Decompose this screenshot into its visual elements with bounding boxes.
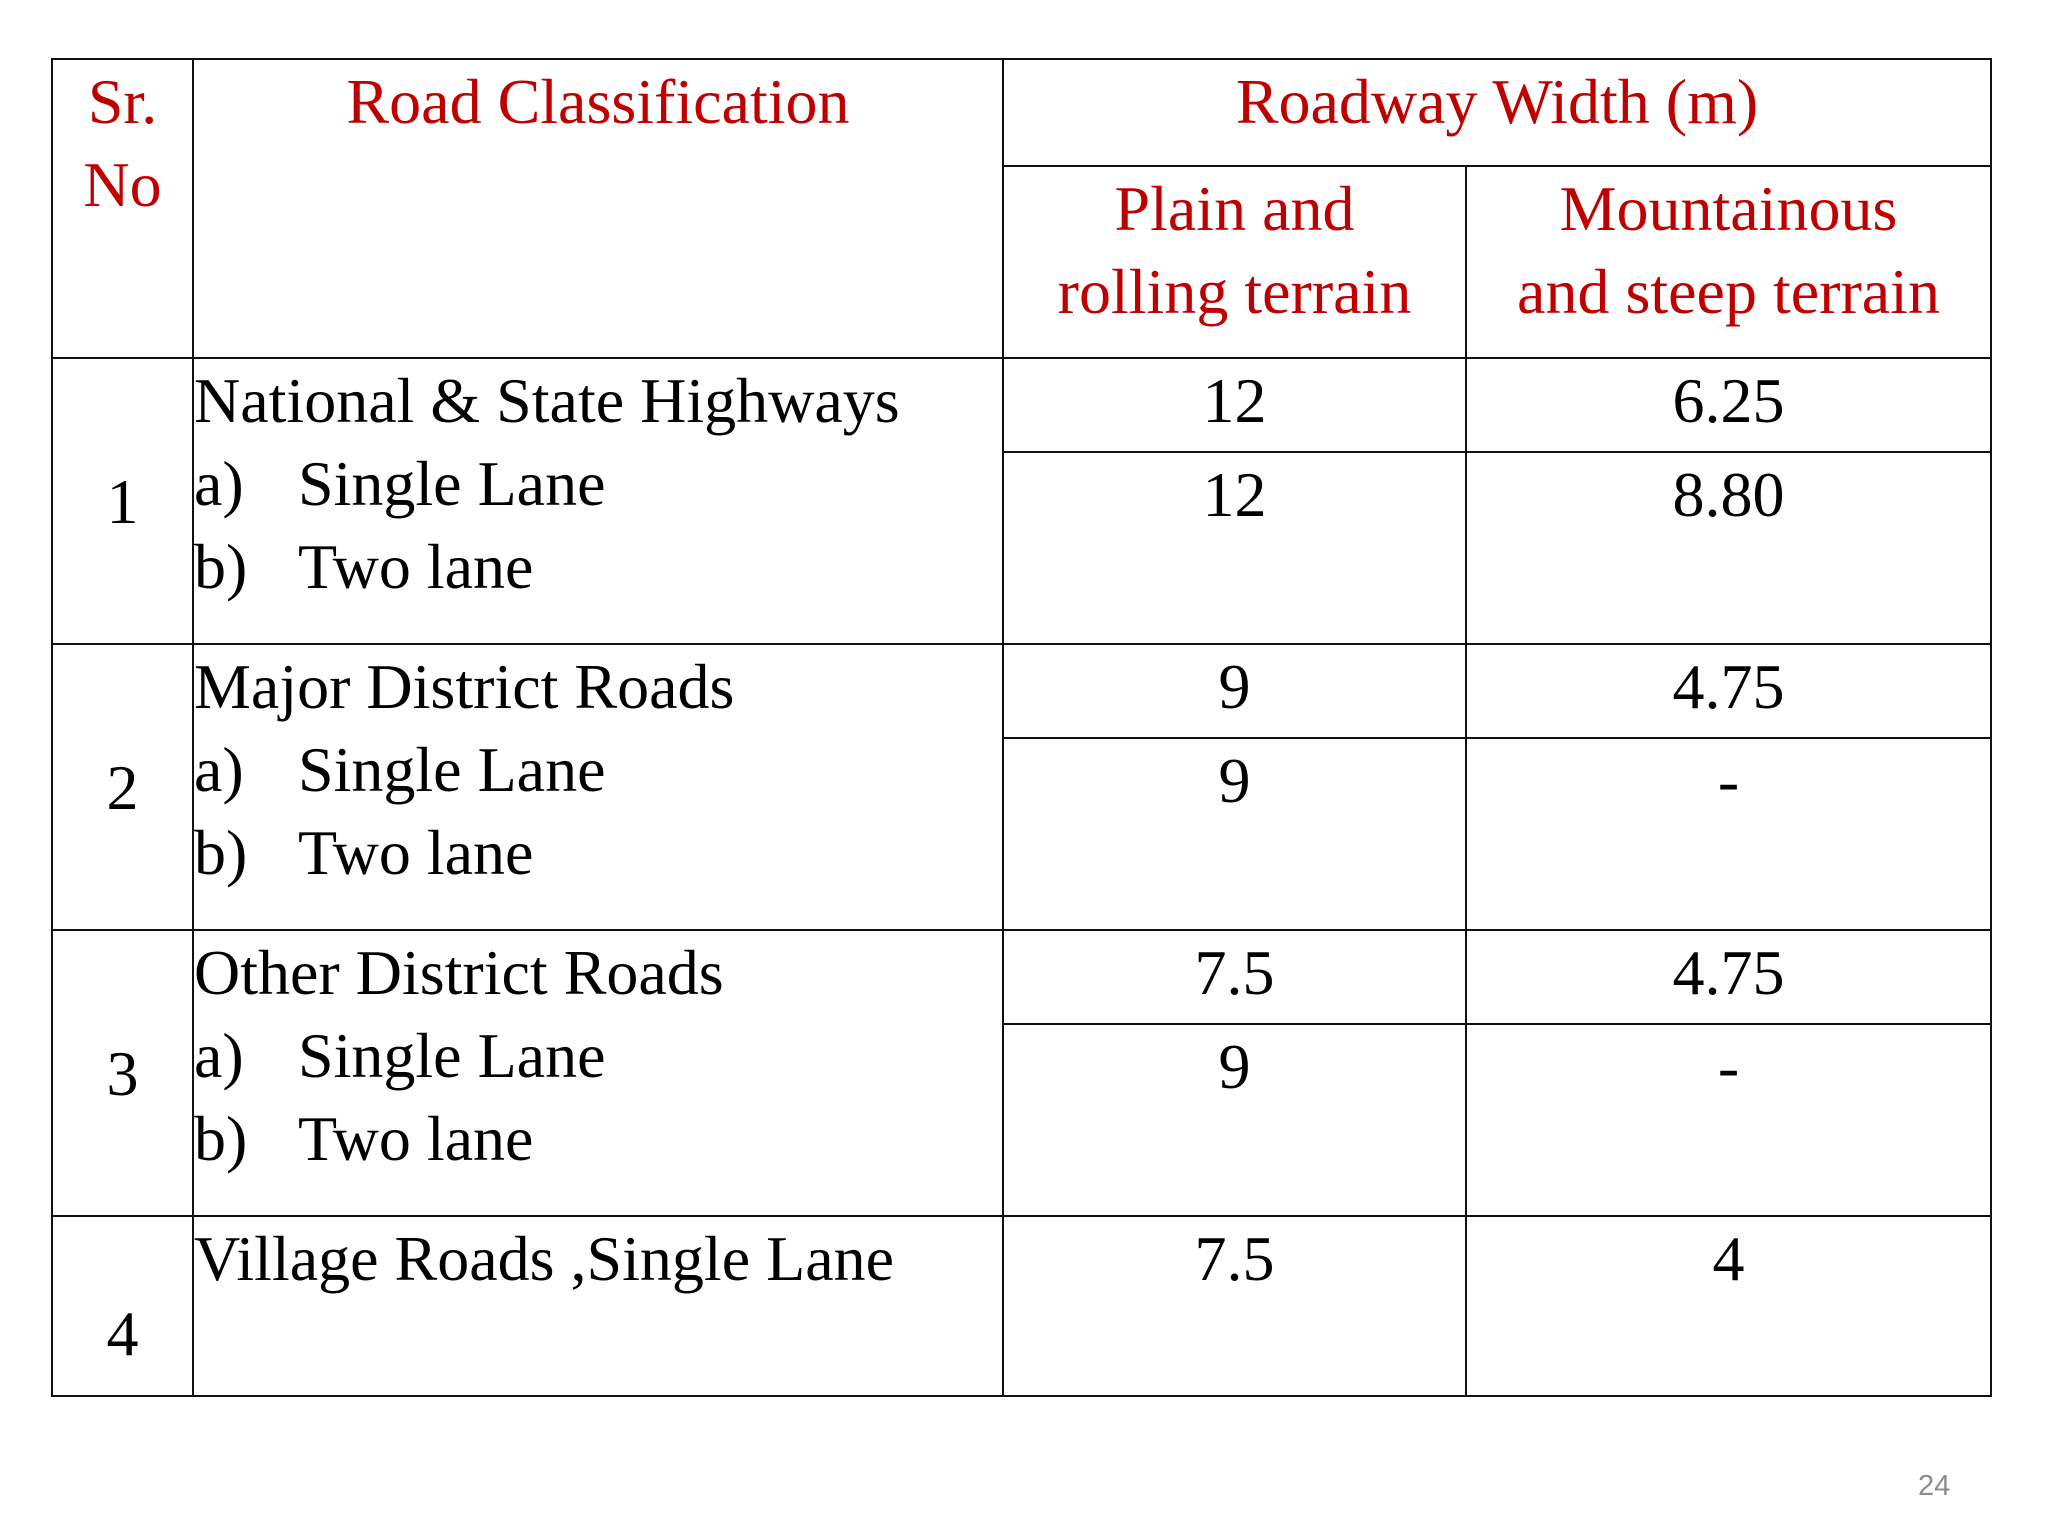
sr-no-header-line-1: Sr. <box>87 66 158 137</box>
classification-title: Other District Roads <box>194 937 724 1008</box>
list-item-text: Single Lane <box>298 734 606 805</box>
list-marker: a) <box>194 448 244 519</box>
mountain-value-cell: 8.80 <box>1466 452 1991 644</box>
list-marker: b) <box>194 1103 248 1174</box>
mountain-value-cell: 4.75 <box>1466 644 1991 738</box>
mountain-value-cell: - <box>1466 1024 1991 1216</box>
plain-terrain-header <box>1003 166 1466 358</box>
classification-title: Village Roads ,Single Lane <box>194 1223 894 1294</box>
sr-no-header <box>52 59 193 358</box>
list-item-text: Two lane <box>298 817 534 888</box>
plain-value-cell: 7.5 <box>1003 1216 1466 1396</box>
roadway-width-header: Roadway Width (m) <box>1003 59 1991 166</box>
page-number: 24 <box>1918 1470 1951 1502</box>
sr-no-header-line-2: No <box>83 149 162 220</box>
list-item <box>194 525 1002 608</box>
list-item-text: Single Lane <box>298 1020 606 1091</box>
classification-cell <box>193 1216 1003 1396</box>
plain-terrain-header-line-1: Plain and <box>1114 173 1355 244</box>
mountain-terrain-header <box>1466 166 1991 358</box>
plain-value-cell: 7.5 <box>1003 930 1466 1024</box>
list-item <box>194 1014 1002 1097</box>
mountain-value-cell: 4 <box>1466 1216 1991 1396</box>
road-width-table <box>51 58 1992 1397</box>
mountain-terrain-header-line-2: and steep terrain <box>1517 256 1940 327</box>
plain-value-cell: 9 <box>1003 738 1466 930</box>
list-marker: b) <box>194 817 248 888</box>
sr-no-cell: 3 <box>52 930 193 1216</box>
classification-cell <box>193 358 1003 644</box>
table-row <box>52 644 1991 738</box>
header-row <box>52 59 1991 166</box>
list-item <box>194 728 1002 811</box>
list-item-text: Single Lane <box>298 448 606 519</box>
table-row <box>52 930 1991 1024</box>
list-marker: a) <box>194 1020 244 1091</box>
plain-value-cell: 12 <box>1003 358 1466 452</box>
plain-terrain-header-line-2: rolling terrain <box>1057 256 1412 327</box>
list-item <box>194 811 1002 894</box>
classification-title: Major District Roads <box>194 651 735 722</box>
list-item-text: Two lane <box>298 531 534 602</box>
plain-value-cell: 9 <box>1003 1024 1466 1216</box>
list-marker: b) <box>194 531 248 602</box>
mountain-value-cell: - <box>1466 738 1991 930</box>
road-classification-header: Road Classification <box>193 59 1003 358</box>
mountain-value-cell: 4.75 <box>1466 930 1991 1024</box>
table-row <box>52 358 1991 452</box>
list-item <box>194 442 1002 525</box>
classification-cell <box>193 930 1003 1216</box>
list-marker: a) <box>194 734 244 805</box>
classification-title: National & State Highways <box>194 365 900 436</box>
sr-no-cell: 4 <box>52 1216 193 1396</box>
mountain-terrain-header-line-1: Mountainous <box>1559 173 1898 244</box>
table-row <box>52 1216 1991 1396</box>
plain-value-cell: 12 <box>1003 452 1466 644</box>
mountain-value-cell: 6.25 <box>1466 358 1991 452</box>
sr-no-cell: 2 <box>52 644 193 930</box>
list-item <box>194 1097 1002 1180</box>
plain-value-cell: 9 <box>1003 644 1466 738</box>
list-item-text: Two lane <box>298 1103 534 1174</box>
sr-no-cell: 1 <box>52 358 193 644</box>
classification-cell <box>193 644 1003 930</box>
